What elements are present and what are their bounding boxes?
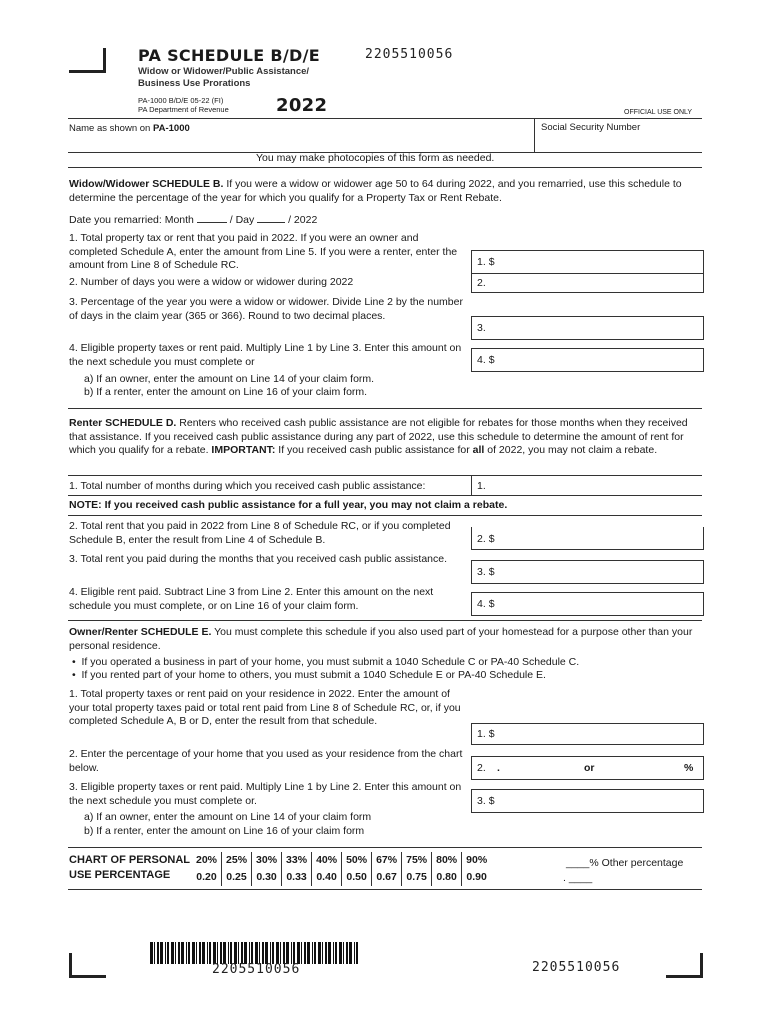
barcode-bar xyxy=(328,942,331,964)
chart-percent: 50% xyxy=(342,852,372,869)
barcode-bar xyxy=(188,942,190,964)
barcode-bar xyxy=(293,942,295,964)
chart-decimal: 0.20 xyxy=(196,871,217,883)
barcode-bar xyxy=(178,942,180,964)
chart-percent: 25% xyxy=(222,852,252,869)
schedule-d-line1: 1. Total number of months during which you received cash public assistance: xyxy=(69,480,426,492)
barcode-bar xyxy=(154,942,155,964)
barcode-bar xyxy=(339,942,342,964)
barcode-bar xyxy=(181,942,184,964)
chart-decimal: 0.67 xyxy=(372,869,402,886)
schedule-b-line3-box[interactable] xyxy=(471,316,704,340)
schedule-e-line2: 2. Enter the percentage of your home that you used as your residence from the chart below. xyxy=(69,748,463,774)
scan-number-bottom-right: 2205510056 xyxy=(532,960,621,975)
barcode-bar xyxy=(262,942,264,964)
form-code: PA-1000 B/D/E 05-22 (FI) xyxy=(138,96,224,105)
month-field[interactable] xyxy=(197,212,227,223)
barcode-bar xyxy=(312,942,313,964)
other-decimal[interactable]: . ____ xyxy=(563,872,593,884)
barcode-bar xyxy=(354,942,355,964)
barcode-bar xyxy=(209,942,211,964)
chart-percent: 90% xyxy=(462,852,492,869)
schedule-b-line3: 3. Percentage of the year you were a widow or widower. Divide Line 2 by the number of days in the claim year (365 or 366). Round to two decimal places. xyxy=(69,296,463,322)
schedule-b-line4-box[interactable] xyxy=(471,348,704,372)
registration-mark-bottom-left xyxy=(69,953,106,978)
schedule-d-line4-box[interactable] xyxy=(471,592,704,616)
barcode-bar xyxy=(217,942,218,964)
schedule-b-line1: 1. Total property tax or rent that you paid in 2022. If you were an owner and completed Schedule A, enter the amount from Line 5. If you were a renter, enter the amount from Line 8 of Schedule RC. xyxy=(69,232,458,271)
barcode-bar xyxy=(199,942,201,964)
chart-decimal: 0.33 xyxy=(282,869,312,886)
scan-number-top: 2205510056 xyxy=(365,47,454,62)
barcode-bar xyxy=(207,942,208,964)
scan-number-bottom-left: 2205510056 xyxy=(212,962,301,977)
photocopy-note: You may make photocopies of this form as needed. xyxy=(256,152,495,164)
schedule-b-line4a: a) If an owner, enter the amount on Line 14 of your claim form. xyxy=(84,373,375,385)
ssn-field[interactable] xyxy=(538,136,700,151)
barcode-bar xyxy=(314,942,316,964)
barcode-bar xyxy=(343,942,344,964)
schedule-b-line2: 2. Number of days you were a widow or widower during 2022 xyxy=(69,276,354,288)
barcode-bar xyxy=(157,942,159,964)
barcode-bar xyxy=(276,942,279,964)
department-name: PA Department of Revenue xyxy=(138,105,229,114)
schedule-e-line1: 1. Total property taxes or rent paid on your residence in 2022. Enter the amount of your total property taxes paid or total rent paid from Line 8 of Schedule RC, or, if you completed Schedule A, B or D, enter the result from that schedule. xyxy=(69,688,461,727)
schedule-b-intro: Widow/Widower SCHEDULE B. If you were a widow or widower age 50 to 64 during 2022, and you remarried, use this schedule to determine the percentage of the year for which you qualify for a Property Tax or Rent Rebate. xyxy=(69,178,682,204)
barcode-bar xyxy=(349,942,352,964)
schedule-b-line2-box[interactable] xyxy=(471,272,704,293)
schedule-b-line4b: b) If a renter, enter the amount on Line 16 of your claim form. xyxy=(84,386,368,398)
barcode-bar xyxy=(304,942,306,964)
barcode-bar xyxy=(318,942,321,964)
barcode-bar xyxy=(251,942,253,964)
form-title: PA SCHEDULE B/D/E xyxy=(138,46,320,65)
remarried-date: Date you remarried: Month / Day / 2022 xyxy=(69,214,318,226)
chart-decimal: 0.90 xyxy=(462,869,492,886)
chart-percent: 67% xyxy=(372,852,402,869)
barcode-bar xyxy=(234,942,237,964)
registration-mark-top-left xyxy=(69,48,106,73)
chart-percent: 20% xyxy=(196,854,218,866)
barcode-bar xyxy=(186,942,187,964)
barcode-bar xyxy=(333,942,334,964)
schedule-e-line3-box[interactable] xyxy=(471,789,704,813)
personal-use-chart xyxy=(192,852,491,886)
schedule-d-line2: 2. Total rent that you paid in 2022 from Line 8 of Schedule RC, or if you completed Schedule B, enter the result from Line 4 of Schedule B. xyxy=(69,520,451,546)
ssn-label: Social Security Number xyxy=(541,122,641,133)
form-subtitle: Widow or Widower/Public Assistance/ Business Use Prorations xyxy=(138,66,310,89)
official-use-label: OFFICIAL USE ONLY xyxy=(624,109,693,116)
schedule-d-line3: 3. Total rent you paid during the months that you received cash public assistance. xyxy=(69,553,448,565)
chart-decimal: 0.40 xyxy=(312,869,342,886)
barcode-bar xyxy=(238,942,239,964)
barcode-bar xyxy=(230,942,232,964)
schedule-e-line3: 3. Eligible property taxes or rent paid. Multiply Line 1 by Line 2. Enter this amount on the next schedule you must complete or. xyxy=(69,781,462,807)
barcode-bar xyxy=(167,942,169,964)
barcode-bar xyxy=(220,942,222,964)
chart-percent: 40% xyxy=(312,852,342,869)
chart-percent: 80% xyxy=(432,852,462,869)
schedule-b-line4: 4. Eligible property taxes or rent paid. Multiply Line 1 by Line 3. Enter this amount on the next schedule you must complete or xyxy=(69,342,462,368)
registration-mark-bottom-right xyxy=(666,953,703,978)
barcode-bar xyxy=(291,942,292,964)
schedule-d-line3-box[interactable] xyxy=(471,560,704,584)
barcode-bar xyxy=(165,942,166,964)
chart-decimal: 0.50 xyxy=(342,869,372,886)
schedule-d-line4: 4. Eligible rent paid. Subtract Line 3 from Line 2. Enter this amount on the next schedule you must complete, or on Line 16 of your claim form. xyxy=(69,586,434,612)
barcode-bar xyxy=(259,942,260,964)
barcode-bar xyxy=(196,942,197,964)
chart-label: CHART OF PERSONAL USE PERCENTAGE xyxy=(69,854,190,881)
barcode-bar xyxy=(241,942,243,964)
chart-percent: 30% xyxy=(252,852,282,869)
barcode-bar xyxy=(322,942,323,964)
tax-year: 2022 xyxy=(276,95,328,116)
barcode-bar xyxy=(249,942,250,964)
barcode-bar xyxy=(150,942,153,964)
barcode-bar xyxy=(346,942,348,964)
schedule-e-line3a: a) If an owner, enter the amount on Line 14 of your claim form xyxy=(84,811,372,823)
chart-decimal: 0.30 xyxy=(252,869,282,886)
barcode-bar xyxy=(270,942,271,964)
name-label: Name as shown on PA-1000 xyxy=(69,123,190,134)
chart-percent: 33% xyxy=(282,852,312,869)
barcode-bar xyxy=(192,942,195,964)
other-percentage[interactable]: ____% Other percentage xyxy=(566,857,684,869)
schedule-d-line1-box[interactable]: 1. xyxy=(477,480,486,492)
barcode-bar xyxy=(356,942,358,964)
barcode-bar xyxy=(255,942,258,964)
schedule-d-intro: Renter SCHEDULE D. Renters who received cash public assistance are not eligible for rebates for those months when they received that assistance. If you received cash public assistance during any part of 2022, use this schedule to determine the amount of rent for which you qualify for a rebate. IMPORTANT: If you received cash public assistance for all of 2022, you may not claim a rebate. xyxy=(69,417,688,456)
name-field[interactable] xyxy=(69,136,531,151)
barcode-bar xyxy=(286,942,289,964)
barcode-bar xyxy=(202,942,205,964)
barcode-bar xyxy=(272,942,274,964)
schedule-d-line2-box[interactable] xyxy=(471,527,704,550)
chart-decimal: 0.25 xyxy=(222,869,252,886)
barcode-bar xyxy=(244,942,247,964)
barcode xyxy=(150,942,360,964)
chart-decimal: 0.80 xyxy=(432,869,462,886)
barcode-bar xyxy=(283,942,285,964)
chart-decimal: 0.75 xyxy=(402,869,432,886)
barcode-bar xyxy=(228,942,229,964)
barcode-bar xyxy=(171,942,174,964)
barcode-bar xyxy=(325,942,327,964)
barcode-bar xyxy=(213,942,216,964)
schedule-e-bullet2: • If you rented part of your home to others, you must submit a 1040 Schedule E or PA-40 Schedule E. xyxy=(72,669,546,681)
schedule-e-intro: Owner/Renter SCHEDULE E. You must complete this schedule if you also used part of your homestead for a purpose other than your personal residence. xyxy=(69,626,693,652)
barcode-bar xyxy=(223,942,226,964)
barcode-bar xyxy=(265,942,268,964)
barcode-bar xyxy=(301,942,302,964)
schedule-b-line1-box[interactable] xyxy=(471,250,704,274)
schedule-d-note: NOTE: If you received cash public assistance for a full year, you may not claim a rebate. xyxy=(69,499,508,511)
barcode-bar xyxy=(280,942,281,964)
barcode-bar xyxy=(175,942,176,964)
barcode-bar xyxy=(297,942,300,964)
day-field[interactable] xyxy=(257,212,285,223)
barcode-bar xyxy=(307,942,310,964)
schedule-e-bullet1: • If you operated a business in part of your home, you must submit a 1040 Schedule C or PA-40 Schedule C. xyxy=(72,656,580,668)
barcode-bar xyxy=(160,942,163,964)
chart-percent: 75% xyxy=(402,852,432,869)
barcode-bar xyxy=(335,942,337,964)
schedule-e-line1-box[interactable] xyxy=(471,723,704,745)
schedule-e-line3b: b) If a renter, enter the amount on Line 16 of your claim form xyxy=(84,825,365,837)
